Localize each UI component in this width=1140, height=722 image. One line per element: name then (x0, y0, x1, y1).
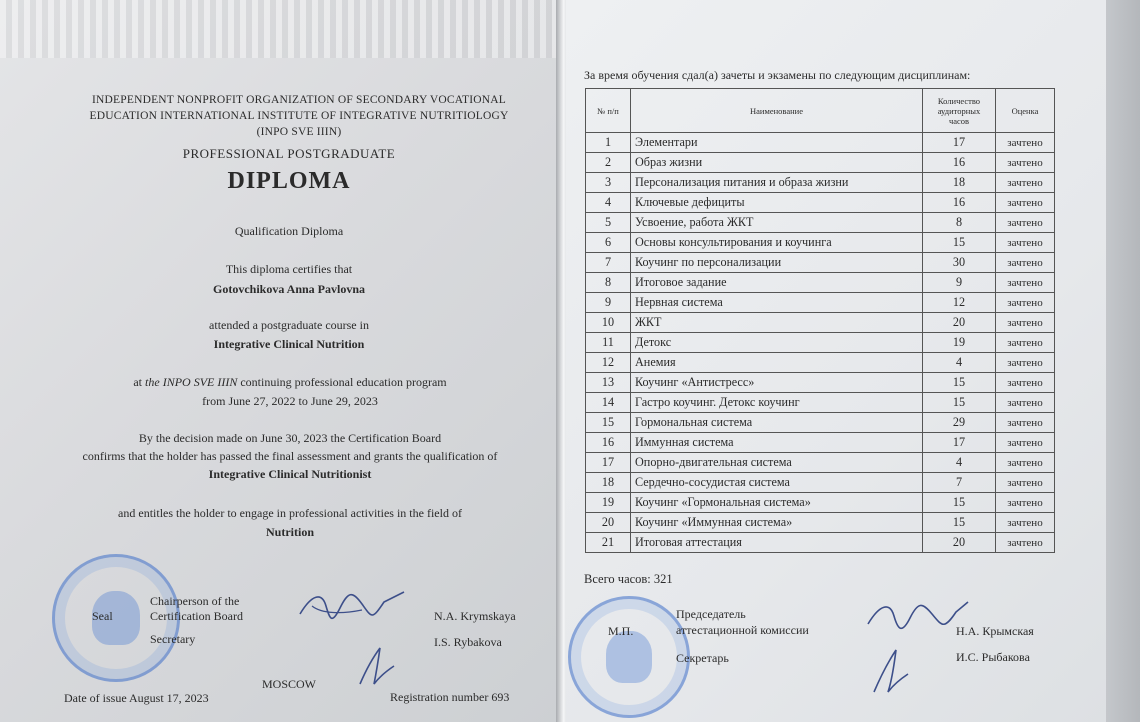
cell-name: Коучинг «Гормональная система» (631, 493, 923, 513)
cell-hours: 19 (923, 333, 996, 353)
cell-number: 8 (586, 273, 631, 293)
table-row (586, 133, 1055, 153)
decision-line-2: confirms that the holder has passed the final assessment and grants the qualification of (82, 449, 498, 463)
cell-number: 1 (586, 133, 631, 153)
col-number-header: № п/п (586, 89, 631, 133)
entitles-text: and entitles the holder to engage in professional activities in the field of (118, 506, 462, 520)
cell-number: 15 (586, 413, 631, 433)
cell-grade: зачтено (996, 333, 1055, 353)
cell-number: 4 (586, 193, 631, 213)
cell-grade: зачтено (996, 253, 1055, 273)
cell-grade: зачтено (996, 293, 1055, 313)
guilloche-pattern (0, 0, 560, 58)
cell-number: 20 (586, 513, 631, 533)
cell-hours: 17 (923, 133, 996, 153)
total-hours: Всего часов: 321 (584, 572, 673, 586)
cell-hours: 15 (923, 513, 996, 533)
issue-date (64, 691, 209, 706)
cell-grade: зачтено (996, 493, 1055, 513)
cell-name: Итоговое задание (631, 273, 923, 293)
cell-grade: зачтено (996, 133, 1055, 153)
cell-hours: 16 (923, 193, 996, 213)
cell-number: 5 (586, 213, 631, 233)
table-row (586, 473, 1055, 493)
cell-name: Гормональная система (631, 413, 923, 433)
program-rest: continuing professional education program (240, 375, 447, 389)
cell-grade: зачтено (996, 513, 1055, 533)
cell-number: 21 (586, 533, 631, 553)
cell-number: 7 (586, 253, 631, 273)
cell-number: 17 (586, 453, 631, 473)
table-row (586, 393, 1055, 413)
chair-ru-line-2: аттестационной комиссии (676, 623, 809, 637)
chair-name-ru: Н.А. Крымская (956, 624, 1034, 638)
diploma-title: DIPLOMA (227, 168, 351, 194)
cell-grade: зачтено (996, 173, 1055, 193)
cell-number: 12 (586, 353, 631, 373)
cell-grade: зачтено (996, 273, 1055, 293)
cell-name: Итоговая аттестация (631, 533, 923, 553)
cell-hours: 4 (923, 353, 996, 373)
cell-number: 16 (586, 433, 631, 453)
cell-grade: зачтено (996, 393, 1055, 413)
cell-hours: 7 (923, 473, 996, 493)
cell-grade: зачтено (996, 533, 1055, 553)
cell-grade: зачтено (996, 353, 1055, 373)
issue-label: Date of issue (64, 691, 127, 705)
cell-grade: зачтено (996, 433, 1055, 453)
qualification-diploma-label: Qualification Diploma (234, 224, 344, 238)
cell-hours: 4 (923, 453, 996, 473)
cell-hours: 30 (923, 253, 996, 273)
program-org: the INPO SVE IIIN (145, 375, 238, 389)
chairperson-signature (292, 584, 412, 634)
cell-number: 11 (586, 333, 631, 353)
table-row (586, 153, 1055, 173)
cell-number: 9 (586, 293, 631, 313)
table-row (586, 513, 1055, 533)
cell-number: 2 (586, 153, 631, 173)
diploma-right-page (566, 0, 1106, 722)
qualification-title: Integrative Clinical Nutritionist (208, 467, 372, 481)
cell-number: 6 (586, 233, 631, 253)
cell-hours: 8 (923, 213, 996, 233)
table-row (586, 413, 1055, 433)
cell-name: Элементари (631, 133, 923, 153)
table-row (586, 193, 1055, 213)
holder-name: Gotovchikova Anna Pavlovna (212, 282, 366, 296)
cell-hours: 29 (923, 413, 996, 433)
table-row (586, 253, 1055, 273)
cell-number: 18 (586, 473, 631, 493)
cell-name: Анемия (631, 353, 923, 373)
organization-name (64, 92, 534, 140)
col-name-header: Наименование (631, 89, 923, 133)
cell-name: ЖКТ (631, 313, 923, 333)
col-grade-header: Оценка (996, 89, 1055, 133)
cell-grade: зачтено (996, 233, 1055, 253)
seal-label: Seal (92, 609, 113, 623)
table-row (586, 233, 1055, 253)
cell-number: 14 (586, 393, 631, 413)
program-at: at (133, 375, 143, 389)
cell-name: Образ жизни (631, 153, 923, 173)
professional-label: PROFESSIONAL POSTGRADUATE (182, 146, 396, 161)
cell-number: 13 (586, 373, 631, 393)
cell-name: Гастро коучинг. Детокс коучинг (631, 393, 923, 413)
cell-number: 3 (586, 173, 631, 193)
table-row (586, 533, 1055, 553)
cell-grade: зачтено (996, 413, 1055, 433)
org-line-2: EDUCATION INTERNATIONAL INSTITUTE OF INTEGRATIVE NUTRITIOLOGY (89, 110, 509, 122)
cell-name: Усвоение, работа ЖКТ (631, 213, 923, 233)
table-body (586, 133, 1055, 553)
cell-grade: зачтено (996, 193, 1055, 213)
secretary-signature-ru (866, 642, 912, 698)
cell-grade: зачтено (996, 453, 1055, 473)
table-row (586, 273, 1055, 293)
cell-hours: 15 (923, 373, 996, 393)
cell-number: 19 (586, 493, 631, 513)
course-name: Integrative Clinical Nutrition (213, 337, 365, 351)
table-row (586, 453, 1055, 473)
cell-grade: зачтено (996, 373, 1055, 393)
page-edge (1106, 0, 1140, 722)
official-seal-stamp-ru (568, 596, 690, 718)
cell-name: Нервная система (631, 293, 923, 313)
cell-name: Детокс (631, 333, 923, 353)
secretary-name-ru: И.С. Рыбакова (956, 650, 1030, 664)
cell-number: 10 (586, 313, 631, 333)
cell-grade: зачтено (996, 473, 1055, 493)
chair-name: N.A. Krymskaya (434, 609, 516, 623)
secretary-signature (350, 640, 400, 690)
cell-name: Сердечно-сосудистая система (631, 473, 923, 493)
disciplines-heading: За время обучения сдал(а) зачеты и экзамены по следующим дисциплинам: (584, 68, 971, 82)
diploma-left-page (0, 0, 560, 722)
chair-label-ru (676, 606, 809, 638)
cell-hours: 20 (923, 533, 996, 553)
chair-ru-line-1: Председатель (676, 607, 746, 621)
cell-hours: 18 (923, 173, 996, 193)
table-row (586, 313, 1055, 333)
program-text (50, 375, 530, 390)
registration-number (390, 690, 509, 705)
registration-label: Registration number (390, 690, 489, 704)
cell-hours: 15 (923, 393, 996, 413)
issue-value: August 17, 2023 (129, 691, 209, 705)
cell-name: Ключевые дефициты (631, 193, 923, 213)
cell-grade: зачтено (996, 313, 1055, 333)
cell-hours: 16 (923, 153, 996, 173)
cell-name: Коучинг по персонализации (631, 253, 923, 273)
chair-line-2: Certification Board (150, 609, 243, 623)
cell-hours: 9 (923, 273, 996, 293)
table-row (586, 373, 1055, 393)
field-name: Nutrition (266, 525, 314, 539)
disciplines-table (585, 88, 1055, 553)
cell-name: Иммунная система (631, 433, 923, 453)
cell-grade: зачтено (996, 153, 1055, 173)
table-header-row (586, 89, 1055, 133)
attended-text: attended a postgraduate course in (209, 318, 369, 332)
decision-line-1: By the decision made on June 30, 2023 the Certification Board (138, 431, 442, 445)
cell-name: Опорно-двигательная система (631, 453, 923, 473)
org-line-1: INDEPENDENT NONPROFIT ORGANIZATION OF SECONDARY VOCATIONAL (91, 94, 506, 106)
table-row (586, 213, 1055, 233)
city-label: MOSCOW (262, 677, 317, 691)
col-hours-header: Количество аудиторных часов (923, 89, 996, 133)
registration-value: 693 (491, 690, 510, 704)
org-line-3: (INPO SVE IIIN) (256, 126, 342, 138)
table-row (586, 173, 1055, 193)
secretary-label-ru: Секретарь (676, 651, 729, 665)
cell-hours: 12 (923, 293, 996, 313)
table-row (586, 293, 1055, 313)
cell-hours: 20 (923, 313, 996, 333)
certifies-text: This diploma certifies that (225, 262, 353, 276)
cell-hours: 15 (923, 233, 996, 253)
cell-hours: 17 (923, 433, 996, 453)
chairperson-label (150, 594, 243, 624)
secretary-label: Secretary (150, 632, 196, 646)
chair-line-1: Chairperson of the (150, 594, 240, 608)
cell-hours: 15 (923, 493, 996, 513)
table-row (586, 493, 1055, 513)
seal-label-ru: М.П. (608, 624, 634, 638)
cell-name: Основы консультирования и коучинга (631, 233, 923, 253)
table-row (586, 433, 1055, 453)
cell-name: Коучинг «Иммунная система» (631, 513, 923, 533)
secretary-name: I.S. Rybakova (434, 635, 502, 649)
cell-name: Персонализация питания и образа жизни (631, 173, 923, 193)
table-row (586, 333, 1055, 353)
cell-name: Коучинг «Антистресс» (631, 373, 923, 393)
table-row (586, 353, 1055, 373)
cell-grade: зачтено (996, 213, 1055, 233)
program-dates: from June 27, 2022 to June 29, 2023 (202, 394, 378, 408)
